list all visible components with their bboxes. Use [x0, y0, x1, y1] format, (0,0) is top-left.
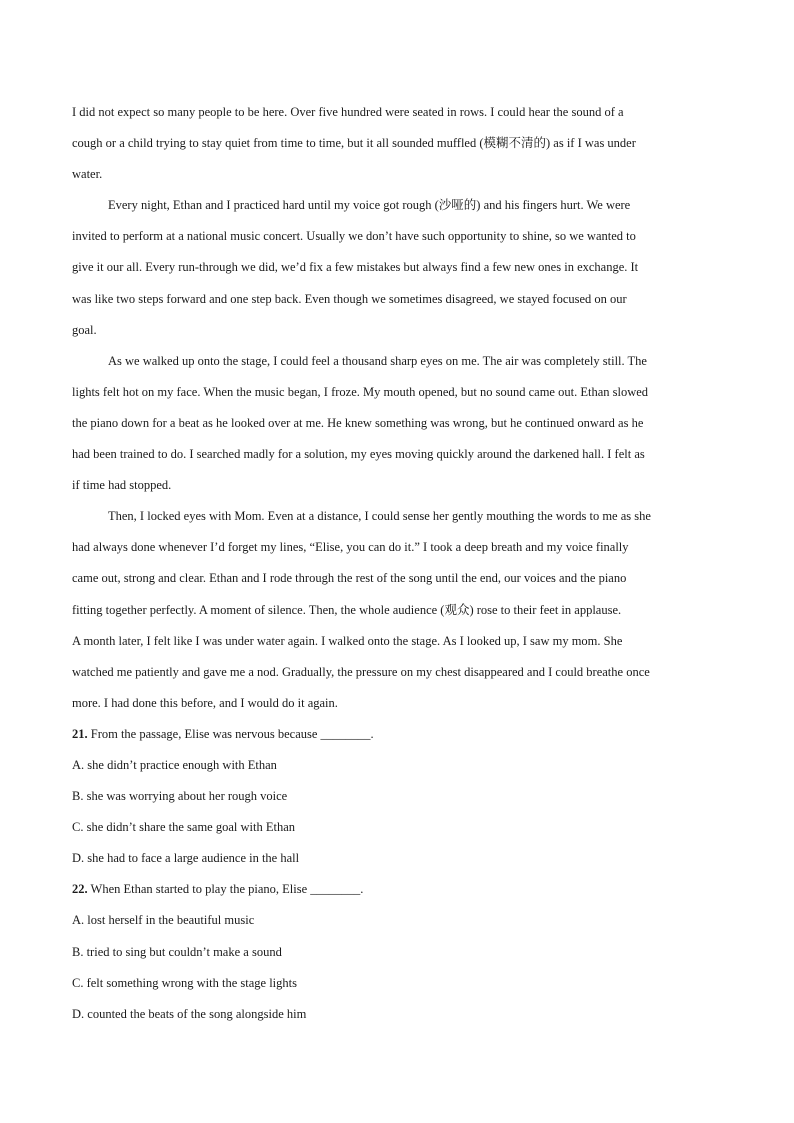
passage-line: fitting together perfectly. A moment of silence. Then, the whole audience (观众) rose to their feet in applause. [72, 602, 622, 617]
question-text: From the passage, Elise was nervous because ________. [87, 726, 374, 741]
passage-line: Then, I locked eyes with Mom. Even at a distance, I could sense her gently mouthing the words to me as she [108, 509, 651, 524]
question-21-stem [72, 719, 722, 750]
passage-line: A month later, I felt like I was under water again. I walked onto the stage. As I looked up, I saw my mom. She [72, 633, 623, 648]
document-page [72, 97, 722, 1030]
passage-line: cough or a child trying to stay quiet from time to time, but it all sounded muffled (模糊不清的) as if I was under [72, 136, 636, 151]
passage-line: the piano down for a beat as he looked over at me. He knew something was wrong, but he continued onward as he [72, 415, 644, 430]
question-22-stem [72, 874, 722, 905]
passage-line: had been trained to do. I searched madly for a solution, my eyes moving quickly around the darkened hall. I felt as [72, 447, 645, 462]
passage-line: watched me patiently and gave me a nod. Gradually, the pressure on my chest disappeared and I could breathe once [72, 664, 650, 679]
passage-line: Every night, Ethan and I practiced hard until my voice got rough (沙哑的) and his fingers hurt. We were [108, 198, 631, 213]
passage-line: give it our all. Every run-through we did, we’d fix a few mistakes but always find a few new ones in exchange. It [72, 260, 639, 275]
question-22-option-b: B. tried to sing but couldn’t make a sound [72, 944, 282, 959]
question-21-option-a: A. she didn’t practice enough with Ethan [72, 757, 277, 772]
question-text: When Ethan started to play the piano, Elise ________. [87, 882, 364, 897]
passage-line: came out, strong and clear. Ethan and I rode through the rest of the song until the end, our voices and the piano [72, 571, 627, 586]
question-number: 22. [72, 882, 88, 897]
question-21-option-c: C. she didn’t share the same goal with Ethan [72, 820, 295, 835]
passage-line: goal. [72, 322, 97, 337]
passage-line: more. I had done this before, and I would do it again. [72, 695, 338, 710]
question-22-option-d: D. counted the beats of the song alongside him [72, 1006, 307, 1021]
passage-line: had always done whenever I’d forget my lines, “Elise, you can do it.” I took a deep breath and my voice finally [72, 540, 629, 555]
passage-line: was like two steps forward and one step back. Even though we sometimes disagreed, we stayed focused on our [72, 291, 627, 306]
passage-line: As we walked up onto the stage, I could feel a thousand sharp eyes on me. The air was completely still. The [108, 353, 647, 368]
passage-line: water. [72, 167, 103, 182]
passage-line: if time had stopped. [72, 478, 172, 493]
passage-line: I did not expect so many people to be here. Over five hundred were seated in rows. I could hear the sound of a [72, 105, 624, 119]
question-number: 21. [72, 726, 88, 741]
question-21-option-d: D. she had to face a large audience in the hall [72, 851, 300, 866]
passage-line: invited to perform at a national music concert. Usually we don’t have such opportunity to shine, so we wanted to [72, 229, 636, 244]
question-22-option-a: A. lost herself in the beautiful music [72, 913, 255, 928]
passage-line: lights felt hot on my face. When the music began, I froze. My mouth opened, but no sound came out. Ethan slowed [72, 384, 649, 399]
question-21-option-b: B. she was worrying about her rough voice [72, 789, 288, 804]
question-22-option-c: C. felt something wrong with the stage lights [72, 975, 297, 990]
